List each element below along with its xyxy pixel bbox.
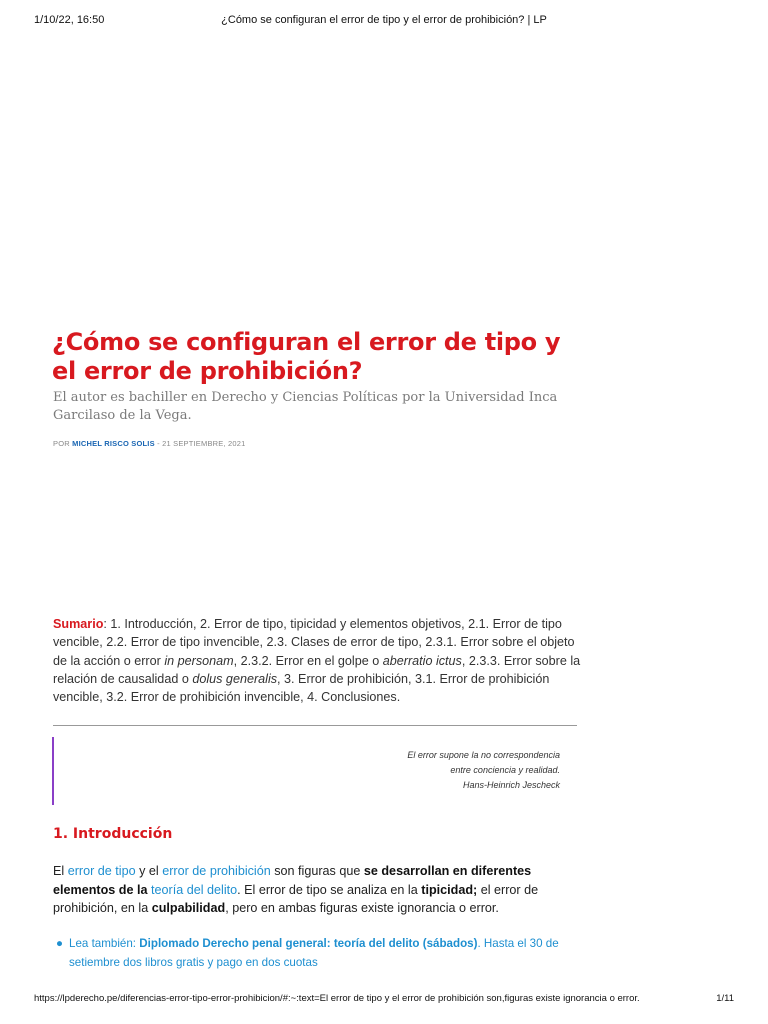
para-text: el error de prohibición, en la [53, 882, 539, 915]
summary-text: , 2.3.2. Error en el golpe o [233, 653, 383, 668]
print-datetime: 1/10/22, 16:50 [34, 14, 105, 26]
related-link-item[interactable] [53, 934, 581, 972]
para-bold: culpabilidad [151, 901, 226, 915]
summary-label: Sumario [53, 617, 104, 631]
byline-prefix: POR [53, 439, 70, 448]
bullet-icon: ● [56, 937, 64, 950]
section-divider [53, 725, 577, 726]
related-rest: . Hasta el 30 de setiembre dos libros gratis y pago en dos cuotas [69, 937, 559, 969]
publish-date: 21 SEPTIEMBRE, 2021 [162, 439, 246, 448]
epigraph-quote [300, 748, 560, 793]
intro-paragraph [53, 862, 581, 918]
link-error-de-prohibicion[interactable]: error de prohibición [162, 864, 271, 878]
summary-italic: in personam [164, 653, 234, 668]
page-number: 1/11 [716, 993, 734, 1004]
print-page-title: ¿Cómo se configuran el error de tipo y el error de prohibición? | LP [221, 14, 547, 26]
para-bold: se desarrollan en diferentes elementos de la [53, 864, 532, 897]
quote-author: Hans-Heinrich Jescheck [462, 780, 560, 790]
article-subtitle: El autor es bachiller en Derecho y Ciencias Políticas por la Universidad Inca Garcilaso de la Vega. [53, 390, 558, 423]
summary-text: , 3. Error de prohibición, 3.1. Error de prohibición vencible, 3.2. Error de prohibición invencible, 4. Conclusiones. [53, 671, 550, 705]
summary-italic: dolus generalis [192, 671, 278, 686]
link-teoria-del-delito[interactable]: teoría del delito [151, 882, 238, 897]
para-text: son figuras que [270, 864, 364, 878]
summary [53, 615, 581, 706]
para-text: . El error de tipo se analiza en la [237, 882, 422, 897]
print-url: https://lpderecho.pe/diferencias-error-tipo-error-prohibicion/#:~:text=El error de tipo y el error de prohibición son,figuras existe ignorancia o error. [34, 993, 640, 1004]
quote-line: entre conciencia y realidad. [450, 765, 560, 775]
article-title: ¿Cómo se configuran el error de tipo y el error de prohibición? [52, 328, 561, 385]
para-bold: tipicidad; [421, 882, 478, 897]
summary-text: , 2.3.3. Error sobre la relación de causalidad o [53, 653, 581, 686]
author-link[interactable]: MICHEL RISCO SOLIS [72, 439, 155, 448]
quote-bar [52, 737, 54, 805]
para-text: y el [135, 864, 163, 878]
para-text: El [53, 864, 68, 878]
byline [53, 439, 246, 448]
related-link-diplomado[interactable]: Diplomado Derecho penal general: teoría del delito (sábados) [139, 937, 478, 950]
related-prefix: Lea también: [69, 937, 140, 950]
section-heading-introduccion: 1. Introducción [53, 826, 173, 842]
byline-separator: - [157, 439, 160, 448]
summary-text: : 1. Introducción, 2. Error de tipo, tipicidad y elementos objetivos, 2.1. Error de tipo vencible, 2.2. Error de tipo invencible, 2.3. Clases de error de tipo, 2.3.1. Error sobre el objeto de la acción o error [53, 617, 575, 668]
summary-italic: aberratio ictus [382, 653, 462, 668]
para-text: , pero en ambas figuras existe ignorancia o error. [225, 901, 499, 915]
quote-line: El error supone la no correspondencia [407, 750, 560, 760]
link-error-de-tipo[interactable]: error de tipo [67, 864, 136, 878]
